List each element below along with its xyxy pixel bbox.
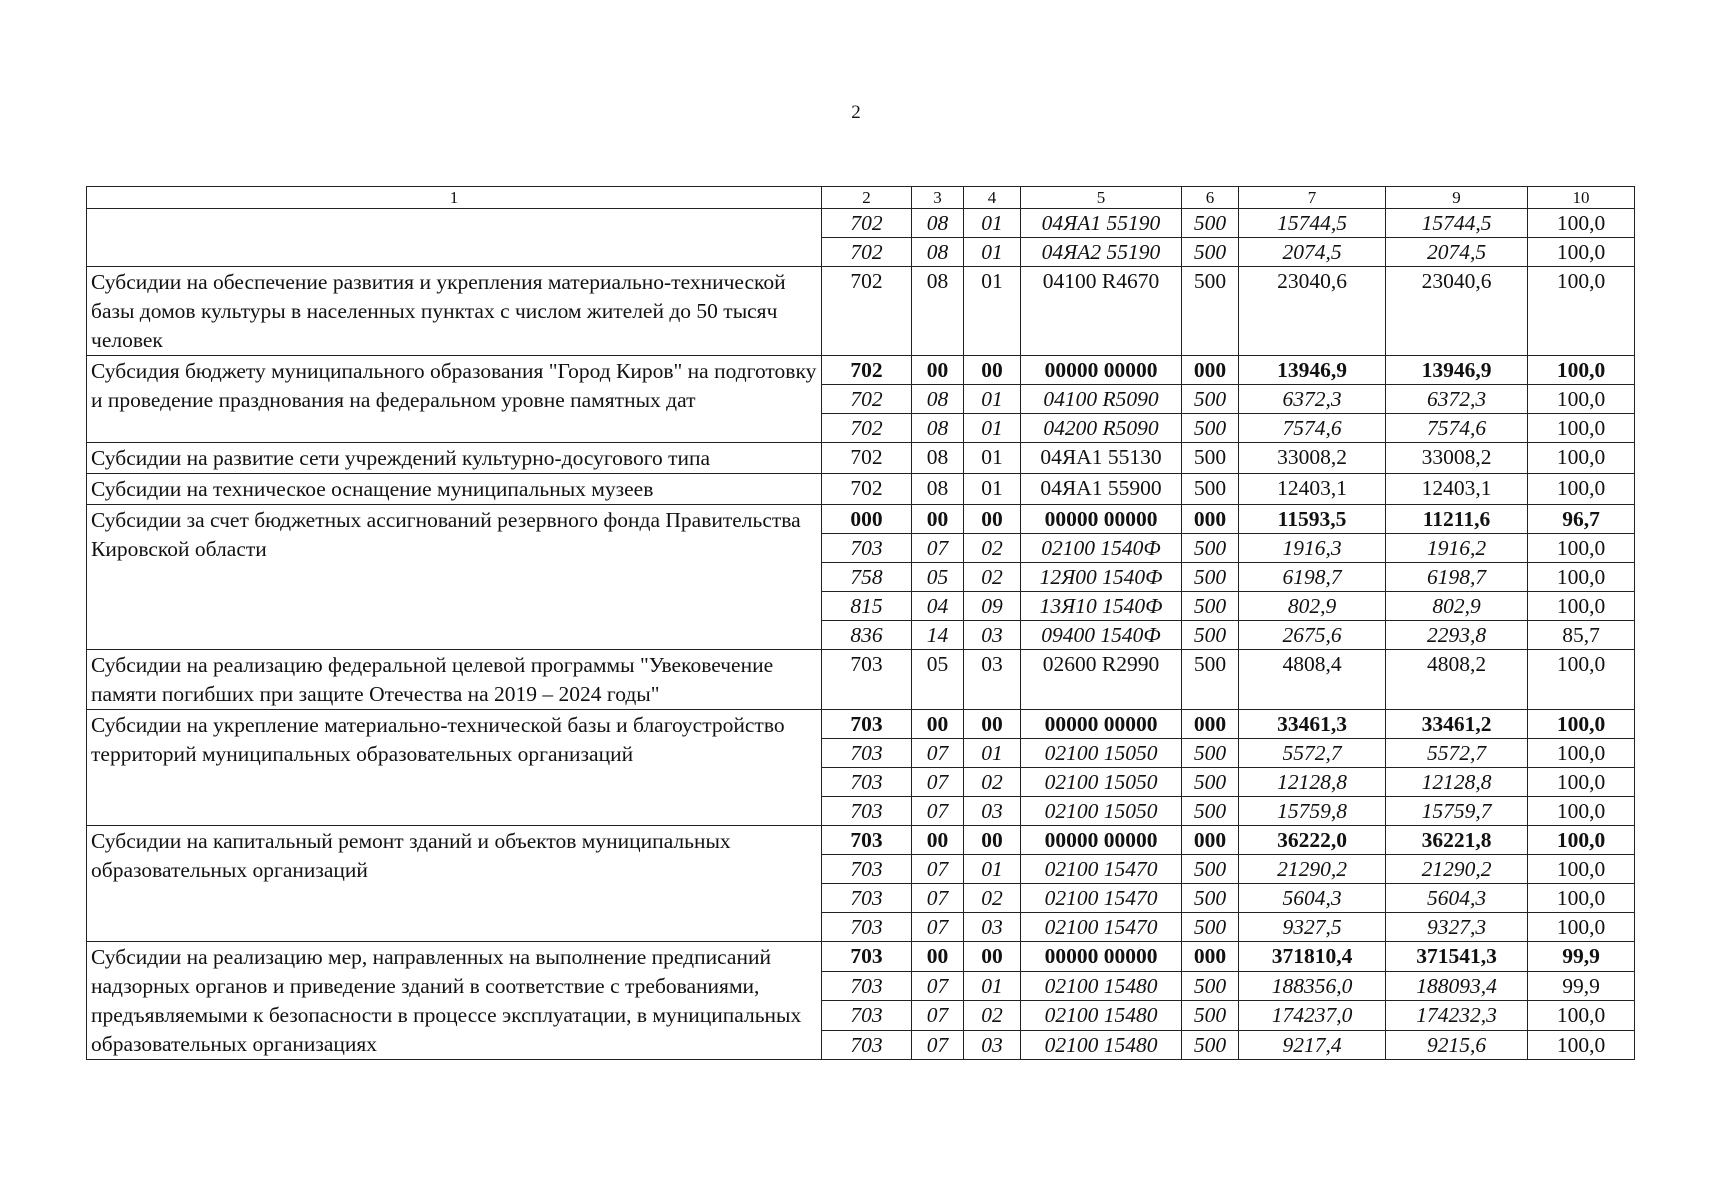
expense-type-cell: 000 [1182,505,1239,534]
execution-percent-cell: 100,0 [1528,797,1635,826]
execution-percent-cell: 99,9 [1528,942,1635,972]
target-article-cell: 13Я10 1540Ф [1021,592,1182,621]
header-cell: 6 [1182,187,1239,209]
execution-percent-cell: 100,0 [1528,768,1635,797]
ministry-code-cell: 703 [822,650,912,710]
planned-amount-cell: 802,9 [1239,592,1386,621]
executed-amount-cell: 33461,2 [1386,710,1528,739]
planned-amount-cell: 6372,3 [1239,385,1386,414]
planned-amount-cell: 12128,8 [1239,768,1386,797]
executed-amount-cell: 15744,5 [1386,209,1528,238]
executed-amount-cell: 1916,2 [1386,534,1528,563]
subsidy-description-cell: Субсидии на обеспечение развития и укрепления материально-технической базы домов культуры в населенных пунктах с числом жителей до 50 тысяч человек [87,267,822,356]
target-article-cell: 02100 15480 [1021,1030,1182,1060]
planned-amount-cell: 15744,5 [1239,209,1386,238]
section-code-cell: 07 [912,797,964,826]
target-article-cell: 04ЯА1 55900 [1021,474,1182,505]
expense-type-cell: 500 [1182,563,1239,592]
target-article-cell: 02600 R2990 [1021,650,1182,710]
budget-table [86,186,1635,1060]
ministry-code-cell: 703 [822,942,912,972]
section-code-cell: 07 [912,534,964,563]
planned-amount-cell: 9327,5 [1239,913,1386,942]
section-code-cell: 08 [912,443,964,474]
ministry-code-cell: 702 [822,443,912,474]
target-article-cell: 04ЯА1 55190 [1021,209,1182,238]
expense-type-cell: 500 [1182,592,1239,621]
expense-type-cell: 500 [1182,474,1239,505]
expense-type-cell: 500 [1182,443,1239,474]
execution-percent-cell: 100,0 [1528,884,1635,913]
planned-amount-cell: 188356,0 [1239,971,1386,1001]
ministry-code-cell: 703 [822,826,912,855]
table-row [87,474,1635,505]
execution-percent-cell: 100,0 [1528,443,1635,474]
executed-amount-cell: 2074,5 [1386,238,1528,267]
planned-amount-cell: 33008,2 [1239,443,1386,474]
executed-amount-cell: 13946,9 [1386,356,1528,385]
execution-percent-cell: 100,0 [1528,826,1635,855]
execution-percent-cell: 100,0 [1528,209,1635,238]
planned-amount-cell: 5572,7 [1239,739,1386,768]
subsection-code-cell: 01 [964,443,1021,474]
planned-amount-cell: 2675,6 [1239,621,1386,650]
subsection-code-cell: 01 [964,385,1021,414]
target-article-cell: 04100 R5090 [1021,385,1182,414]
header-cell: 3 [912,187,964,209]
section-code-cell: 07 [912,855,964,884]
executed-amount-cell: 2293,8 [1386,621,1528,650]
ministry-code-cell: 702 [822,356,912,385]
executed-amount-cell: 12403,1 [1386,474,1528,505]
section-code-cell: 08 [912,385,964,414]
planned-amount-cell: 13946,9 [1239,356,1386,385]
expense-type-cell: 500 [1182,650,1239,710]
target-article-cell: 00000 00000 [1021,710,1182,739]
ministry-code-cell: 703 [822,1001,912,1031]
section-code-cell: 07 [912,739,964,768]
target-article-cell: 02100 1540Ф [1021,534,1182,563]
ministry-code-cell: 703 [822,855,912,884]
executed-amount-cell: 4808,2 [1386,650,1528,710]
expense-type-cell: 000 [1182,710,1239,739]
section-code-cell: 07 [912,971,964,1001]
subsection-code-cell: 00 [964,505,1021,534]
section-code-cell: 08 [912,238,964,267]
target-article-cell: 00000 00000 [1021,826,1182,855]
subsection-code-cell: 01 [964,414,1021,443]
execution-percent-cell: 100,0 [1528,238,1635,267]
executed-amount-cell: 15759,7 [1386,797,1528,826]
expense-type-cell: 500 [1182,209,1239,238]
subsection-code-cell: 01 [964,739,1021,768]
ministry-code-cell: 815 [822,592,912,621]
execution-percent-cell: 96,7 [1528,505,1635,534]
executed-amount-cell: 9327,3 [1386,913,1528,942]
planned-amount-cell: 6198,7 [1239,563,1386,592]
executed-amount-cell: 33008,2 [1386,443,1528,474]
execution-percent-cell: 100,0 [1528,592,1635,621]
subsidy-description-cell: Субсидии на развитие сети учреждений культурно-досугового типа [87,443,822,474]
expense-type-cell: 000 [1182,942,1239,972]
ministry-code-cell: 702 [822,385,912,414]
planned-amount-cell: 12403,1 [1239,474,1386,505]
executed-amount-cell: 6372,3 [1386,385,1528,414]
expense-type-cell: 500 [1182,414,1239,443]
execution-percent-cell: 100,0 [1528,356,1635,385]
planned-amount-cell: 174237,0 [1239,1001,1386,1031]
subsection-code-cell: 03 [964,913,1021,942]
subsection-code-cell: 01 [964,267,1021,356]
execution-percent-cell: 85,7 [1528,621,1635,650]
section-code-cell: 14 [912,621,964,650]
execution-percent-cell: 100,0 [1528,1030,1635,1060]
section-code-cell: 07 [912,768,964,797]
subtotal-row [87,942,1635,972]
execution-percent-cell: 99,9 [1528,971,1635,1001]
section-code-cell: 05 [912,650,964,710]
target-article-cell: 02100 15470 [1021,855,1182,884]
planned-amount-cell: 36222,0 [1239,826,1386,855]
planned-amount-cell: 23040,6 [1239,267,1386,356]
column-number-row [87,187,1635,209]
subsection-code-cell: 02 [964,534,1021,563]
executed-amount-cell: 5572,7 [1386,739,1528,768]
ministry-code-cell: 702 [822,267,912,356]
target-article-cell: 09400 1540Ф [1021,621,1182,650]
expense-type-cell: 500 [1182,385,1239,414]
planned-amount-cell: 9217,4 [1239,1030,1386,1060]
subsection-code-cell: 01 [964,855,1021,884]
table-body [87,209,1635,1060]
executed-amount-cell: 11211,6 [1386,505,1528,534]
subtotal-row [87,826,1635,855]
ministry-code-cell: 703 [822,739,912,768]
executed-amount-cell: 12128,8 [1386,768,1528,797]
execution-percent-cell: 100,0 [1528,534,1635,563]
table-row [87,443,1635,474]
budget-table-container [86,186,1634,1060]
subsidy-description-cell: Субсидии на реализацию мер, направленных на выполнение предписаний надзорных органов и приведение зданий в соответствие с требованиями, предъявляемыми к безопасности в процессе эксплуатации, в муниципальных образовательных организациях [87,942,822,1060]
section-code-cell: 00 [912,710,964,739]
planned-amount-cell: 5604,3 [1239,884,1386,913]
section-code-cell: 00 [912,505,964,534]
section-code-cell: 07 [912,1001,964,1031]
execution-percent-cell: 100,0 [1528,267,1635,356]
section-code-cell: 08 [912,209,964,238]
execution-percent-cell: 100,0 [1528,855,1635,884]
ministry-code-cell: 000 [822,505,912,534]
subtotal-row [87,356,1635,385]
expense-type-cell: 500 [1182,1030,1239,1060]
execution-percent-cell: 100,0 [1528,563,1635,592]
expense-type-cell: 500 [1182,797,1239,826]
subsidy-description-cell: Субсидия бюджету муниципального образования "Город Киров" на подготовку и проведение празднования на федеральном уровне памятных дат [87,356,822,443]
expense-type-cell: 500 [1182,534,1239,563]
subsidy-description-cell: Субсидии на укрепление материально-технической базы и благоустройство территорий муниципальных образовательных организаций [87,710,822,826]
ministry-code-cell: 703 [822,884,912,913]
ministry-code-cell: 702 [822,238,912,267]
ministry-code-cell: 703 [822,768,912,797]
expense-type-cell: 500 [1182,238,1239,267]
subsection-code-cell: 03 [964,621,1021,650]
section-code-cell: 00 [912,356,964,385]
executed-amount-cell: 6198,7 [1386,563,1528,592]
header-cell: 10 [1528,187,1635,209]
section-code-cell: 00 [912,942,964,972]
executed-amount-cell: 174232,3 [1386,1001,1528,1031]
target-article-cell: 00000 00000 [1021,942,1182,972]
header-cell: 9 [1386,187,1528,209]
execution-percent-cell: 100,0 [1528,913,1635,942]
header-cell: 5 [1021,187,1182,209]
execution-percent-cell: 100,0 [1528,1001,1635,1031]
table-row [87,267,1635,356]
header-cell: 1 [87,187,822,209]
ministry-code-cell: 702 [822,209,912,238]
planned-amount-cell: 1916,3 [1239,534,1386,563]
expense-type-cell: 500 [1182,1001,1239,1031]
executed-amount-cell: 36221,8 [1386,826,1528,855]
section-code-cell: 08 [912,474,964,505]
target-article-cell: 04ЯА1 55130 [1021,443,1182,474]
executed-amount-cell: 23040,6 [1386,267,1528,356]
planned-amount-cell: 2074,5 [1239,238,1386,267]
ministry-code-cell: 702 [822,414,912,443]
ministry-code-cell: 703 [822,797,912,826]
execution-percent-cell: 100,0 [1528,414,1635,443]
subsection-code-cell: 02 [964,768,1021,797]
subsection-code-cell: 01 [964,474,1021,505]
table-row [87,650,1635,710]
subsection-code-cell: 03 [964,1030,1021,1060]
target-article-cell: 02100 15480 [1021,1001,1182,1031]
planned-amount-cell: 15759,8 [1239,797,1386,826]
planned-amount-cell: 7574,6 [1239,414,1386,443]
page-number: 2 [851,102,861,123]
target-article-cell: 02100 15470 [1021,884,1182,913]
subsection-code-cell: 03 [964,650,1021,710]
executed-amount-cell: 802,9 [1386,592,1528,621]
ministry-code-cell: 836 [822,621,912,650]
expense-type-cell: 500 [1182,855,1239,884]
executed-amount-cell: 188093,4 [1386,971,1528,1001]
section-code-cell: 04 [912,592,964,621]
target-article-cell: 12Я00 1540Ф [1021,563,1182,592]
expense-type-cell: 500 [1182,913,1239,942]
target-article-cell: 04ЯА2 55190 [1021,238,1182,267]
section-code-cell: 08 [912,414,964,443]
section-code-cell: 07 [912,884,964,913]
subsection-code-cell: 00 [964,356,1021,385]
section-code-cell: 00 [912,826,964,855]
header-cell: 2 [822,187,912,209]
expense-type-cell: 500 [1182,884,1239,913]
target-article-cell: 02100 15050 [1021,739,1182,768]
target-article-cell: 04100 R4670 [1021,267,1182,356]
target-article-cell: 02100 15050 [1021,797,1182,826]
section-code-cell: 07 [912,1030,964,1060]
subsection-code-cell: 02 [964,563,1021,592]
ministry-code-cell: 703 [822,534,912,563]
subsidy-description-cell: Субсидии на капитальный ремонт зданий и объектов муниципальных образовательных организаций [87,826,822,942]
ministry-code-cell: 703 [822,710,912,739]
subsection-code-cell: 09 [964,592,1021,621]
target-article-cell: 02100 15480 [1021,971,1182,1001]
executed-amount-cell: 9215,6 [1386,1030,1528,1060]
target-article-cell: 02100 15470 [1021,913,1182,942]
header-cell: 7 [1239,187,1386,209]
expense-type-cell: 500 [1182,971,1239,1001]
subsection-code-cell: 01 [964,238,1021,267]
target-article-cell: 00000 00000 [1021,356,1182,385]
header-cell: 4 [964,187,1021,209]
ministry-code-cell: 703 [822,913,912,942]
planned-amount-cell: 33461,3 [1239,710,1386,739]
ministry-code-cell: 702 [822,474,912,505]
expense-type-cell: 500 [1182,267,1239,356]
section-code-cell: 08 [912,267,964,356]
expense-type-cell: 500 [1182,739,1239,768]
subsection-code-cell: 00 [964,826,1021,855]
subsection-code-cell: 00 [964,942,1021,972]
subsidy-description-cell: Субсидии на техническое оснащение муниципальных музеев [87,474,822,505]
expense-type-cell: 000 [1182,826,1239,855]
expense-type-cell: 500 [1182,768,1239,797]
execution-percent-cell: 100,0 [1528,474,1635,505]
planned-amount-cell: 371810,4 [1239,942,1386,972]
expense-type-cell: 000 [1182,356,1239,385]
ministry-code-cell: 703 [822,971,912,1001]
planned-amount-cell: 21290,2 [1239,855,1386,884]
subsection-code-cell: 02 [964,884,1021,913]
executed-amount-cell: 371541,3 [1386,942,1528,972]
section-code-cell: 05 [912,563,964,592]
executed-amount-cell: 7574,6 [1386,414,1528,443]
subtotal-row [87,710,1635,739]
execution-percent-cell: 100,0 [1528,650,1635,710]
subsection-code-cell: 00 [964,710,1021,739]
subsidy-description-cell: Субсидии на реализацию федеральной целевой программы "Увековечение памяти погибших при защите Отечества на 2019 – 2024 годы" [87,650,822,710]
execution-percent-cell: 100,0 [1528,739,1635,768]
subsection-code-cell: 01 [964,971,1021,1001]
table-row [87,209,1635,238]
planned-amount-cell: 4808,4 [1239,650,1386,710]
execution-percent-cell: 100,0 [1528,710,1635,739]
expense-type-cell: 500 [1182,621,1239,650]
ministry-code-cell: 703 [822,1030,912,1060]
ministry-code-cell: 758 [822,563,912,592]
planned-amount-cell: 11593,5 [1239,505,1386,534]
execution-percent-cell: 100,0 [1528,385,1635,414]
target-article-cell: 04200 R5090 [1021,414,1182,443]
executed-amount-cell: 5604,3 [1386,884,1528,913]
executed-amount-cell: 21290,2 [1386,855,1528,884]
subtotal-row [87,505,1635,534]
subsidy-description-cell: Субсидии за счет бюджетных ассигнований резервного фонда Правительства Кировской области [87,505,822,650]
subsection-code-cell: 01 [964,209,1021,238]
section-code-cell: 07 [912,913,964,942]
target-article-cell: 00000 00000 [1021,505,1182,534]
target-article-cell: 02100 15050 [1021,768,1182,797]
subsidy-description-cell [87,209,822,267]
subsection-code-cell: 02 [964,1001,1021,1031]
subsection-code-cell: 03 [964,797,1021,826]
